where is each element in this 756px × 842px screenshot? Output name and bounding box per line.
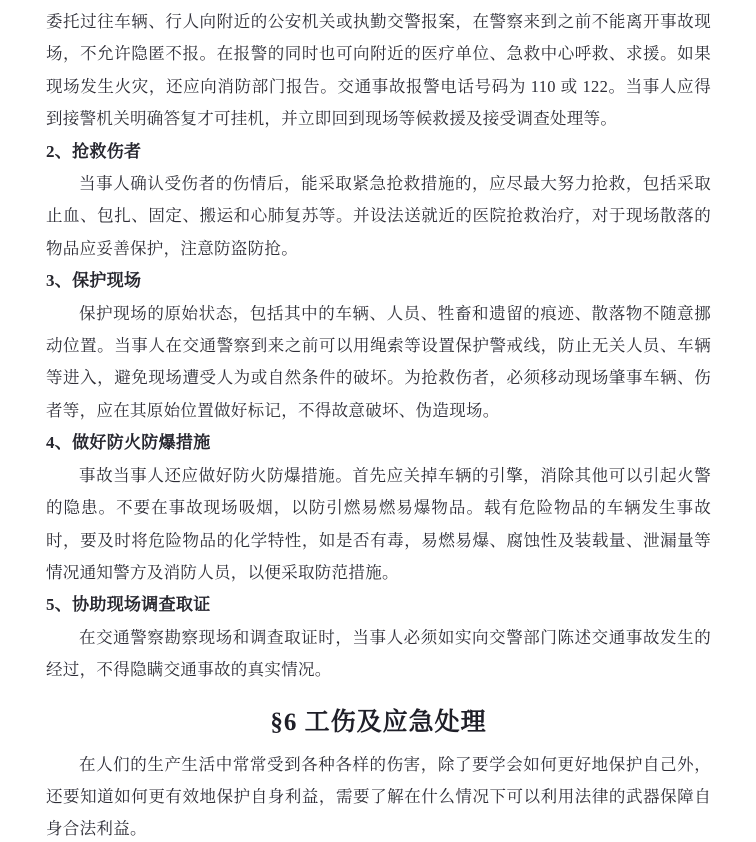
section-body-protect-scene: 保护现场的原始状态，包括其中的车辆、人员、牲畜和遗留的痕迹、散落物不随意挪动位置。当事人在交通警察到来之前可以用绳索等设置保护警戒线，防止无关人员、车辆等进入，避免现场遭受人为或自然条件的破坏。为抢救伤者，必须移动现场肇事车辆、伤者等，应在其原始位置做好标记，不得故意破坏、伪造现场。 bbox=[46, 303, 711, 420]
section-heading-rescue-injured: 2、抢救伤者 bbox=[46, 141, 142, 161]
chapter-intro-paragraph: 在人们的生产生活中常常受到各种各样的伤害，除了要学会如何更好地保护自己外，还要知道如何更有效地保护自身利益，需要了解在什么情况下可以利用法律的武器保障自身合法利益。 bbox=[46, 754, 711, 839]
section-heading-protect-scene: 3、保护现场 bbox=[46, 271, 142, 291]
section-body-assist-investigation: 在交通警察勘察现场和调查取证时，当事人必须如实向交警部门陈述交通事故发生的经过，不得隐瞒交通事故的真实情况。 bbox=[46, 627, 711, 680]
section-body-rescue-injured: 当事人确认受伤者的伤情后，能采取紧急抢救措施的，应尽最大努力抢救，包括采取止血、包扎、固定、搬运和心肺复苏等。并设法送就近的医院抢救治疗，对于现场散落的物品应妥善保护，注意防盗防抢。 bbox=[46, 174, 711, 258]
continuation-paragraph: 委托过往车辆、行人向附近的公安机关或执勤交警报案，在警察来到之前不能离开事故现场，不允许隐匿不报。在报警的同时也可向附近的医疗单位、急救中心呼救、求援。如果现场发生火灾，还应向消防部门报告。交通事故报警电话号码为 110 或 122。当事人应得到接警机关明确答复才可挂机，并立即回到现场等候救援及接受调查处理等。 bbox=[46, 12, 711, 129]
section-body-fire-prevention: 事故当事人还应做好防火防爆措施。首先应关掉车辆的引擎，消除其他可以引起火警的隐患。不要在事故现场吸烟，以防引燃易燃易爆物品。载有危险物品的车辆发生事故时，要及时将危险物品的化学特性，如是否有毒，易燃易爆、腐蚀性及装载量、泄漏量等情况通知警方及消防人员，以便采取防范措施。 bbox=[46, 465, 711, 582]
section-heading-assist-investigation: 5、协助现场调查取证 bbox=[46, 595, 211, 615]
section-heading-fire-prevention: 4、做好防火防爆措施 bbox=[46, 433, 211, 453]
chapter-heading-work-injury: §6 工伤及应急处理 bbox=[270, 708, 487, 736]
